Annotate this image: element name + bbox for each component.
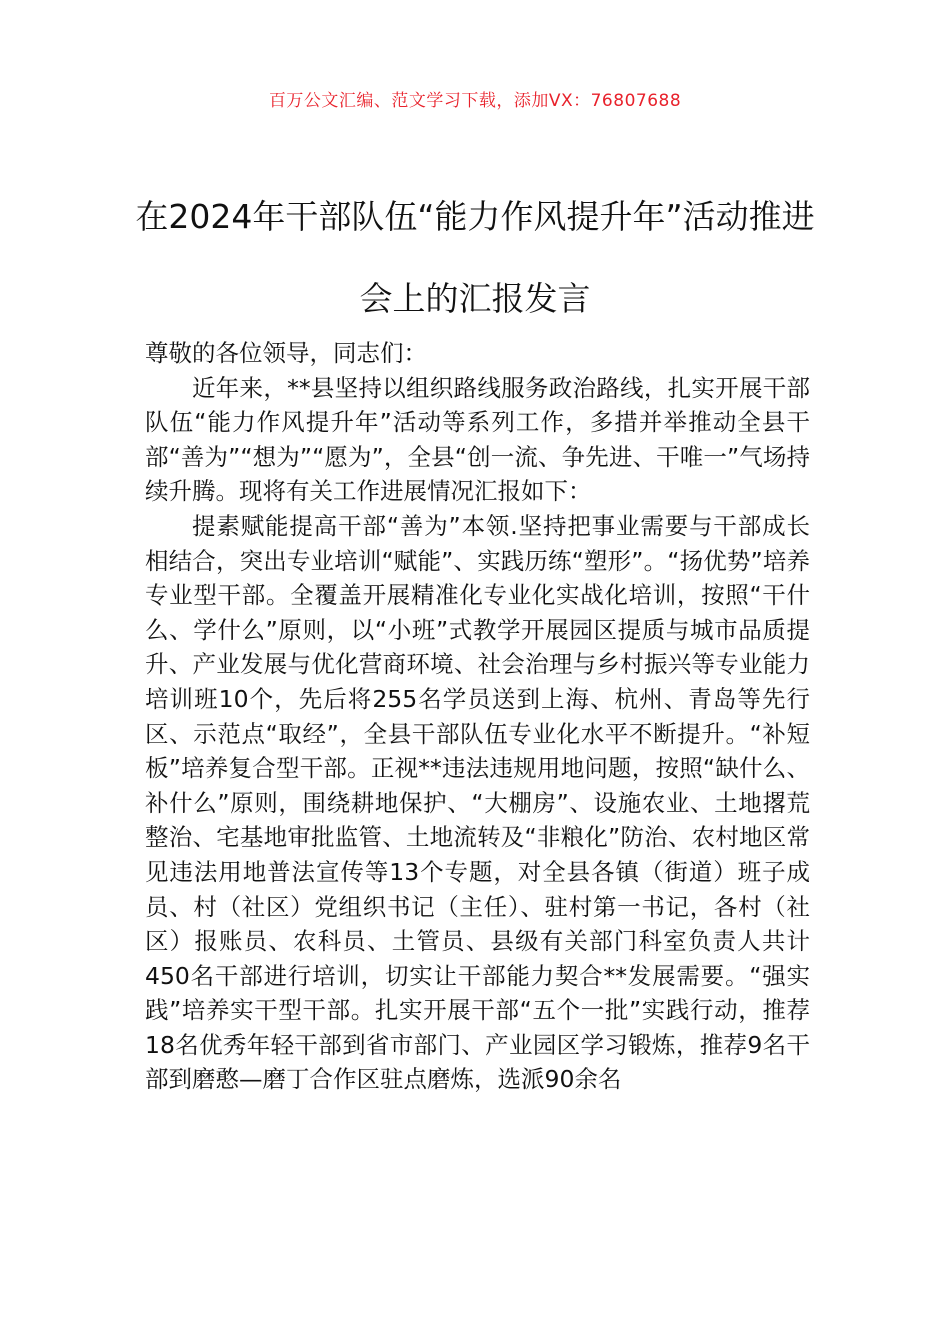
paragraph-capability: 提素赋能提高干部“善为”本领.坚持把事业需要与干部成长相结合，突出专业培训“赋能”、实践历练“塑形”。“扬优势”培养专业型干部。全覆盖开展精准化专业化实战化培训，按照“干什么、学什么”原则，以“小班”式教学开展园区提质与城市品质提升、产业发展与优化营商环境、社会治理与乡村振兴等专业能力培训班10个，先后将255名学员送到上海、杭州、青岛等先行区、示范点“取经”，全县干部队伍专业化水平不断提升。“补短板”培养复合型干部。正视**违法违规用地问题，按照“缺什么、补什么”原则，围绕耕地保护、“大棚房”、设施农业、土地撂荒整治、宅基地审批监管、土地流转及“非粮化”防治、农村地区常见违法用地普法宣传等13个专题，对全县各镇（街道）班子成员、村（社区）党组织书记（主任）、驻村第一书记，各村（社区）报账员、农科员、土管员、县级有关部门科室负责人共计450名干部进行培训，切实让干部能力契合**发展需要。“强实践”培养实干型干部。扎实开展干部“五个一批”实践行动，推荐18名优秀年轻干部到省市部门、产业园区学习锻炼，推荐9名干部到磨憨—磨丁合作区驻点磨炼，选派90余名	[145, 511, 810, 1094]
document-body	[145, 336, 810, 1097]
header-advertisement-note: 百万公文汇编、范文学习下载，添加VX：76807688	[268, 91, 682, 111]
paragraph-intro: 近年来，**县坚持以组织路线服务政治路线，扎实开展干部队伍“能力作风提升年”活动等系列工作，多措并举推动全县干部“善为”“想为”“愿为”，全县“创一流、争先进、干唯一”气场持续升腾。现将有关工作进展情况汇报如下：	[145, 373, 810, 506]
document-title: 在2024年干部队伍“能力作风提升年”活动推进会上的汇报发言	[135, 197, 815, 318]
salutation: 尊敬的各位领导，同志们：	[145, 339, 427, 367]
